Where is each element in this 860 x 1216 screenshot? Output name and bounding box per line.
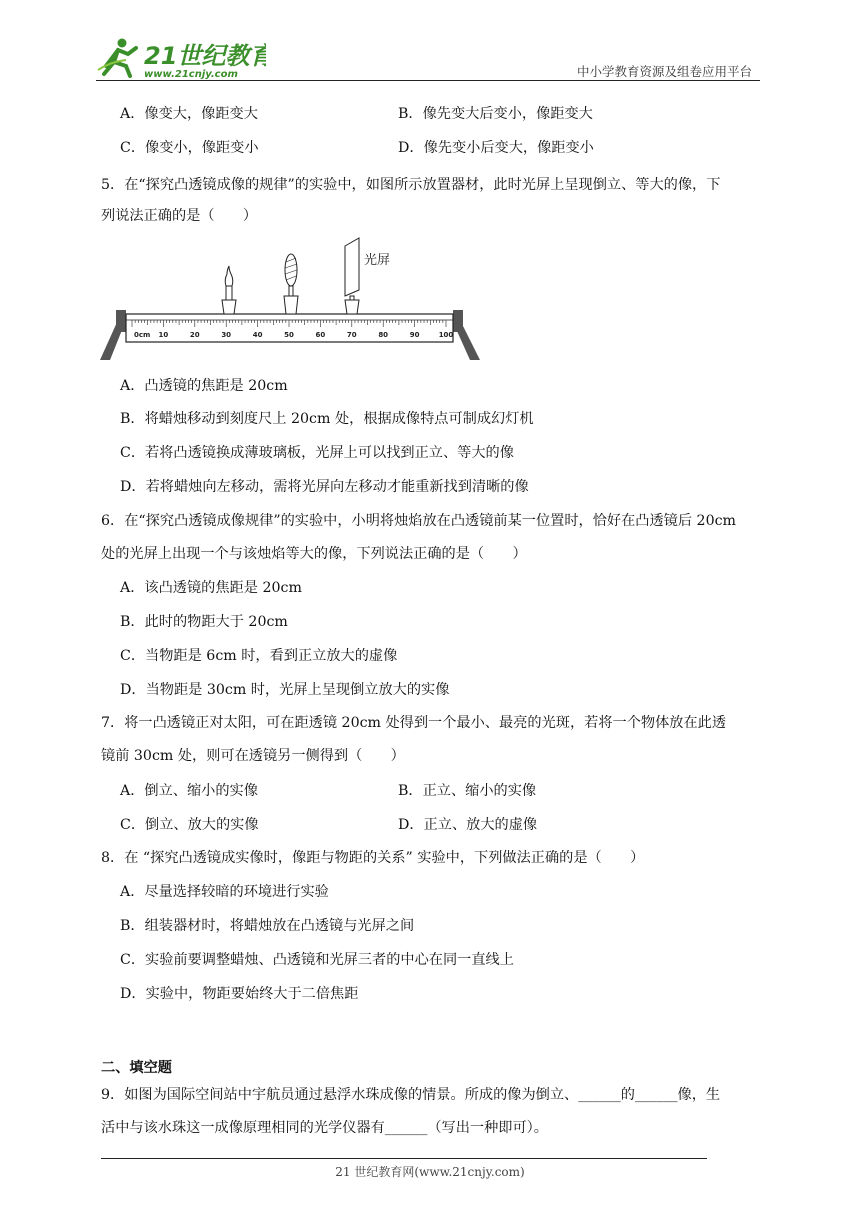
ruler-label: 90 — [409, 331, 420, 339]
optical-bench-figure — [100, 234, 480, 362]
q7-stem-line2: 镜前 30cm 处，则可在透镜另一侧得到（ ） — [101, 748, 405, 764]
q4-option-d: D．像先变小后变大，像距变小 — [398, 140, 594, 156]
site-logo — [96, 36, 266, 80]
light-screen — [345, 238, 390, 314]
q8-option-a: A．尽量选择较暗的环境进行实验 — [120, 884, 329, 900]
q9-stem-line1: 9．如图为国际空间站中宇航员通过悬浮水珠成像的情景。所成的像为倒立、______的______像，生 — [101, 1087, 721, 1103]
q4-option-a: A．像变大，像距变大 — [120, 106, 258, 122]
bench-end-right — [453, 310, 463, 332]
q4-option-c: C．像变小，像距变小 — [120, 140, 259, 156]
footer-text: 21 世纪教育网(www.21cnjy.com) — [335, 1165, 525, 1179]
ruler-label: 10 — [158, 331, 169, 339]
convex-lens — [284, 254, 298, 314]
q6-option-c: C．当物距是 6cm 时，看到正立放大的虚像 — [120, 648, 398, 664]
q5-option-d: D．若将蜡烛向左移动，需将光屏向左移动才能重新找到清晰的像 — [120, 479, 529, 495]
q6-stem-line1: 6．在“探究凸透镜成像规律”的实验中，小明将烛焰放在凸透镜前某一位置时，恰好在凸透镜后 20cm — [101, 513, 736, 529]
q8-option-b: B．组装器材时，将蜡烛放在凸透镜与光屏之间 — [120, 918, 415, 934]
q7-option-c: C．倒立、放大的实像 — [120, 817, 259, 833]
ruler-label: 30 — [221, 331, 232, 339]
q8-option-d: D．实验中，物距要始终大于二倍焦距 — [120, 986, 359, 1002]
ruler-label: 80 — [378, 331, 389, 339]
q6-stem-line2: 处的光屏上出现一个与该烛焰等大的像，下列说法正确的是（ ） — [101, 546, 527, 562]
q7-option-a: A．倒立、缩小的实像 — [120, 783, 258, 799]
screen-label: 光屏 — [364, 253, 391, 268]
q5-option-a: A．凸透镜的焦距是 20cm — [120, 378, 288, 394]
ruler-label: 50 — [284, 331, 294, 339]
q5-option-b: B．将蜡烛移动到刻度尺上 20cm 处，根据成像特点可制成幻灯机 — [120, 411, 534, 427]
q6-option-a: A．该凸透镜的焦距是 20cm — [120, 580, 302, 596]
q7-option-d: D．正立、放大的虚像 — [398, 817, 538, 833]
q5-stem-line1: 5．在“探究凸透镜成像的规律”的实验中，如图所示放置器材，此时光屏上呈现倒立、等大的像，下 — [101, 177, 721, 193]
logo-url: www.21cnjy.com — [144, 69, 238, 80]
ruler-label: 70 — [346, 331, 357, 339]
q6-option-d: D．当物距是 30cm 时，光屏上呈现倒立放大的实像 — [120, 682, 450, 698]
ruler-label: 0cm — [134, 331, 151, 339]
q4-option-b: B．像先变大后变小，像距变大 — [398, 106, 593, 122]
candle — [222, 266, 236, 314]
header-platform-name: 中小学教育资源及组卷应用平台 — [576, 64, 752, 79]
footer-divider — [101, 1158, 707, 1159]
q5-option-c: C．若将凸透镜换成薄玻璃板，光屏上可以找到正立、等大的像 — [120, 445, 514, 461]
ruler-label: 20 — [189, 331, 200, 339]
header-divider — [96, 80, 760, 81]
bench-end-left — [116, 310, 126, 332]
q8-option-c: C．实验前要调整蜡烛、凸透镜和光屏三者的中心在同一直线上 — [120, 952, 514, 968]
q7-option-b: B．正立、缩小的实像 — [398, 783, 537, 799]
q6-option-b: B．此时的物距大于 20cm — [120, 614, 288, 630]
q5-stem-line2: 列说法正确的是（ ） — [101, 208, 258, 224]
ruler-label: 100 — [438, 331, 454, 339]
candle-body — [226, 286, 232, 300]
logo-text: 21世纪教育 — [144, 42, 266, 70]
runner-icon — [98, 39, 136, 77]
q8-stem: 8．在 “探究凸透镜成实像时，像距与物距的关系” 实验中，下列做法正确的是（ ） — [101, 850, 645, 866]
candle-flame — [225, 266, 233, 288]
ruler-label: 40 — [252, 331, 263, 339]
section-title-fill-blank: 二、填空题 — [101, 1060, 172, 1076]
q9-stem-line2: 活中与该水珠这一成像原理相同的光学仪器有______（写出一种即可）。 — [101, 1120, 548, 1136]
ruler-label: 60 — [315, 331, 326, 339]
q7-stem-line1: 7．将一凸透镜正对太阳，可在距透镜 20cm 处得到一个最小、最亮的光斑，若将一个物体放在此透 — [101, 715, 727, 731]
